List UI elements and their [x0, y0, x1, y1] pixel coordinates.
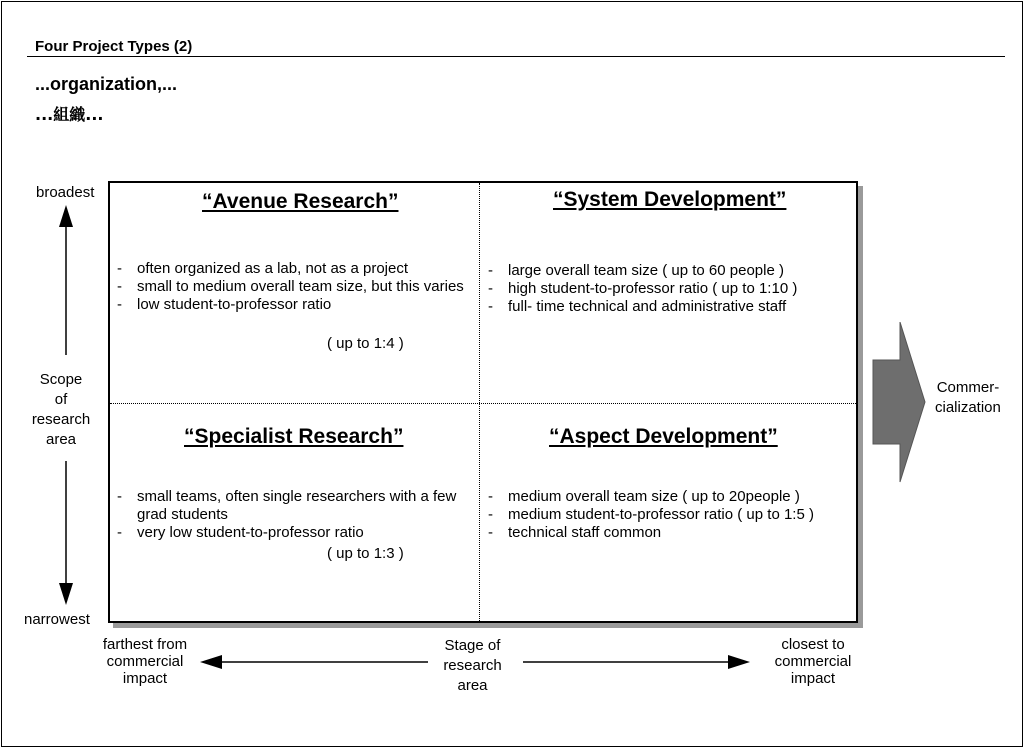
y-axis-label-line: Scope	[39, 371, 83, 388]
bullet-item: - high student-to-professor ratio ( up to 1:10 )	[488, 280, 848, 298]
y-axis-label-line: area	[45, 431, 77, 448]
x-axis-left-line: farthest from	[102, 636, 188, 653]
x-axis-left-line: commercial	[106, 653, 184, 670]
title-rule	[27, 56, 1005, 57]
commercialization-label-line: Commer-	[936, 379, 1000, 396]
subtitle-english: ...organization,...	[35, 74, 178, 94]
system-development-bullets	[488, 262, 848, 316]
x-axis-arrowhead-left	[200, 655, 222, 669]
avenue-research-ratio: ( up to 1:4 )	[327, 335, 404, 352]
bullet-item: - small to medium overall team size, but this varies	[117, 278, 472, 296]
x-axis-right-label	[758, 636, 868, 687]
bullet-item: - often organized as a lab, not as a project	[117, 260, 472, 278]
commercialization-arrow	[870, 322, 926, 484]
x-axis-center-line: area	[457, 677, 488, 694]
specialist-research-ratio: ( up to 1:3 )	[327, 545, 404, 562]
y-axis-top-label: broadest	[36, 184, 95, 201]
x-axis-left-label	[90, 636, 200, 687]
commercialization-label-line: cialization	[935, 399, 1001, 416]
x-axis-center-label	[425, 636, 520, 696]
bullet-item: - full- time technical and administrative staff	[488, 298, 848, 316]
y-axis-bottom-label: narrowest	[24, 611, 90, 628]
avenue-research-bullets	[117, 260, 472, 314]
bullet-item: - large overall team size ( up to 60 people )	[488, 262, 848, 280]
quadrant-title-system-development: “System Development”	[553, 188, 787, 211]
y-axis-label	[20, 370, 102, 450]
bullet-item: - technical staff common	[488, 524, 848, 542]
bullet-item: - medium student-to-professor ratio ( up to 1:5 )	[488, 506, 848, 524]
y-axis-label-line: research	[31, 411, 91, 428]
x-axis-right-line: closest to	[781, 636, 845, 653]
quadrant-title-avenue-research: “Avenue Research”	[202, 190, 399, 213]
commercialization-label	[935, 378, 1001, 418]
vertical-divider	[479, 183, 480, 621]
bullet-item: - small teams, often single researchers with a few grad students	[117, 488, 472, 524]
y-axis-arrowhead-down	[59, 583, 73, 605]
subtitle-japanese: ...組織...	[35, 105, 104, 124]
quadrant-title-specialist-research: “Specialist Research”	[184, 425, 404, 448]
quadrant-title-aspect-development: “Aspect Development”	[549, 425, 778, 448]
bullet-item: - medium overall team size ( up to 20people )	[488, 488, 848, 506]
bullet-item: - low student-to-professor ratio	[117, 296, 472, 314]
x-axis-center-line: research	[443, 657, 502, 674]
x-axis-right-line: impact	[790, 670, 836, 687]
slide-title: Four Project Types (2)	[35, 38, 193, 55]
quadrant-matrix	[108, 181, 858, 623]
commercialization-arrow-shape	[873, 322, 925, 482]
x-axis-arrowhead-right	[728, 655, 750, 669]
y-axis-arrowhead-up	[59, 205, 73, 227]
horizontal-divider	[110, 403, 856, 404]
x-axis-left-line: impact	[122, 670, 168, 687]
aspect-development-bullets	[488, 488, 848, 542]
bullet-item: - very low student-to-professor ratio	[117, 524, 472, 542]
specialist-research-bullets	[117, 488, 472, 542]
x-axis-right-line: commercial	[774, 653, 852, 670]
x-axis-center-line: Stage of	[444, 637, 501, 654]
y-axis-label-line: of	[54, 391, 68, 408]
